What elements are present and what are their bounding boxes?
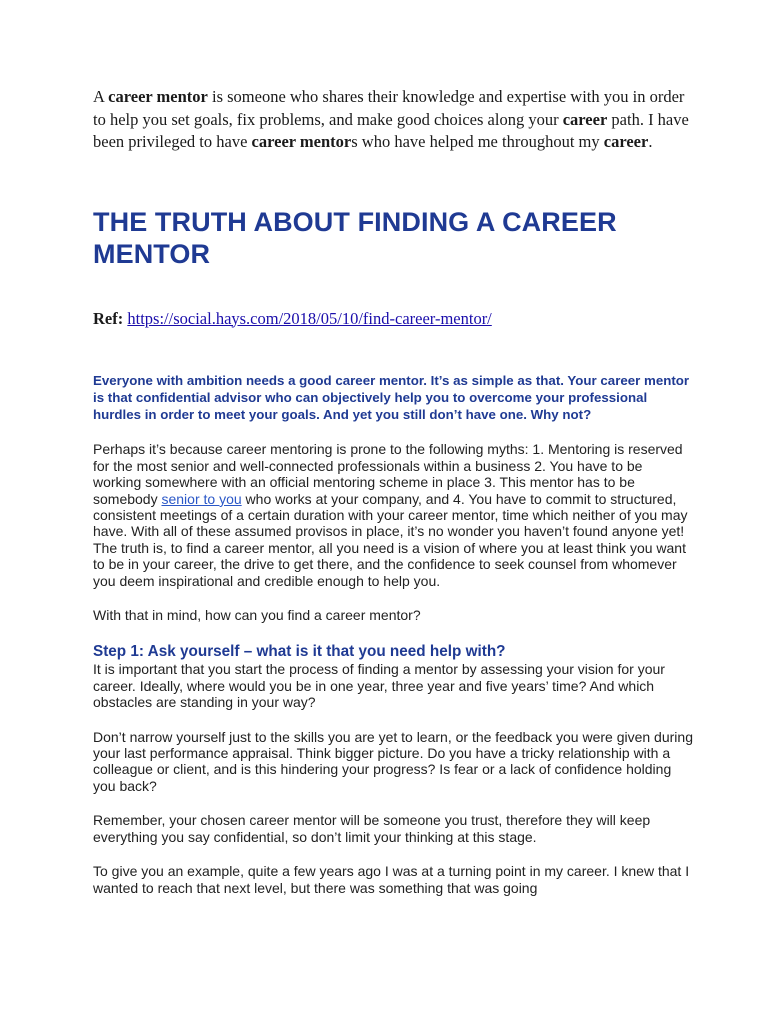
intro-bold-term: career <box>562 109 608 129</box>
reference-label: Ref: <box>93 308 124 328</box>
reference-line <box>93 308 693 330</box>
step-1-paragraph: Don’t narrow yourself just to the skills you are yet to learn, or the feedback you were given during your last performance appraisal. Think bigger picture. Do you have a tricky relationship with a colleague or client, and is this hindering your progress? Is fear or a lack of confidence holding you back? <box>93 728 693 794</box>
intro-bold-term: career mentor <box>108 87 208 106</box>
intro-text: A <box>93 87 109 106</box>
step-1-paragraph: To give you an example, quite a few years ago I was at a turning point in my career. I knew that I wanted to reach that next level, but there was something that was going <box>93 863 690 896</box>
step-1-paragraph: It is important that you start the process of finding a mentor by assessing your vision for your career. Ideally, where would you be in one year, three year and five years’ time? And which obstacles are standing in your way? <box>93 661 665 711</box>
intro-bold-term: career <box>603 132 649 151</box>
intro-bold-term: career mentor <box>251 132 352 151</box>
truth-paragraph: The truth is, to find a career mentor, all you need is a vision of where you at least think you want to be in your career, the drive to get there, and the confidence to seek counsel from whomever you deem inspirational and credible enough to help you. <box>93 539 686 589</box>
page-title: THE TRUTH ABOUT FINDING A CAREER MENTOR <box>93 206 617 269</box>
intro-text: s who have helped me throughout my <box>351 132 604 151</box>
with-that-paragraph: With that in mind, how can you find a career mentor? <box>93 607 421 624</box>
myths-text: who works at your company, and 4. You have to commit to structured, consistent meetings of a certain duration with your career mentor, time which neither of you may have. With all of these assumed provisos in place, it’s no wonder you haven’t found anyone yet! <box>93 490 688 540</box>
step-1-paragraph: Remember, your chosen career mentor will be someone you trust, therefore they will keep everything you say confidential, so don’t limit your thinking at this stage. <box>93 812 651 845</box>
senior-to-you-link[interactable]: senior to you <box>161 490 242 507</box>
reference-link[interactable]: https://social.hays.com/2018/05/10/find-career-mentor/ <box>127 308 492 328</box>
myths-text: Perhaps it’s because career mentoring is prone to the following myths: 1. Mentoring is reserved for the most senior and well-connected professionals within a business 2. You have to be working somewhere with an official mentoring scheme in place 3. This mentor has to be somebody <box>93 441 683 507</box>
intro-text: . <box>648 132 653 151</box>
document-page <box>93 86 693 896</box>
intro-text: is someone who shares their knowledge and expertise with you in order to help you set goals, fix problems, and make good choices along your <box>93 87 685 129</box>
lead-paragraph: Everyone with ambition needs a good career mentor. It’s as simple as that. Your career mentor is that confidential advisor who can objectively help you to overcome your professional hurdles in order to meet your goals. And yet you still don’t have one. Why not? <box>93 372 690 423</box>
step-1-heading: Step 1: Ask yourself – what is it that you need help with? <box>93 643 506 661</box>
intro-text: path. I have been privileged to have <box>93 109 689 151</box>
intro-paragraph <box>93 86 693 154</box>
myths-paragraph <box>93 441 693 539</box>
